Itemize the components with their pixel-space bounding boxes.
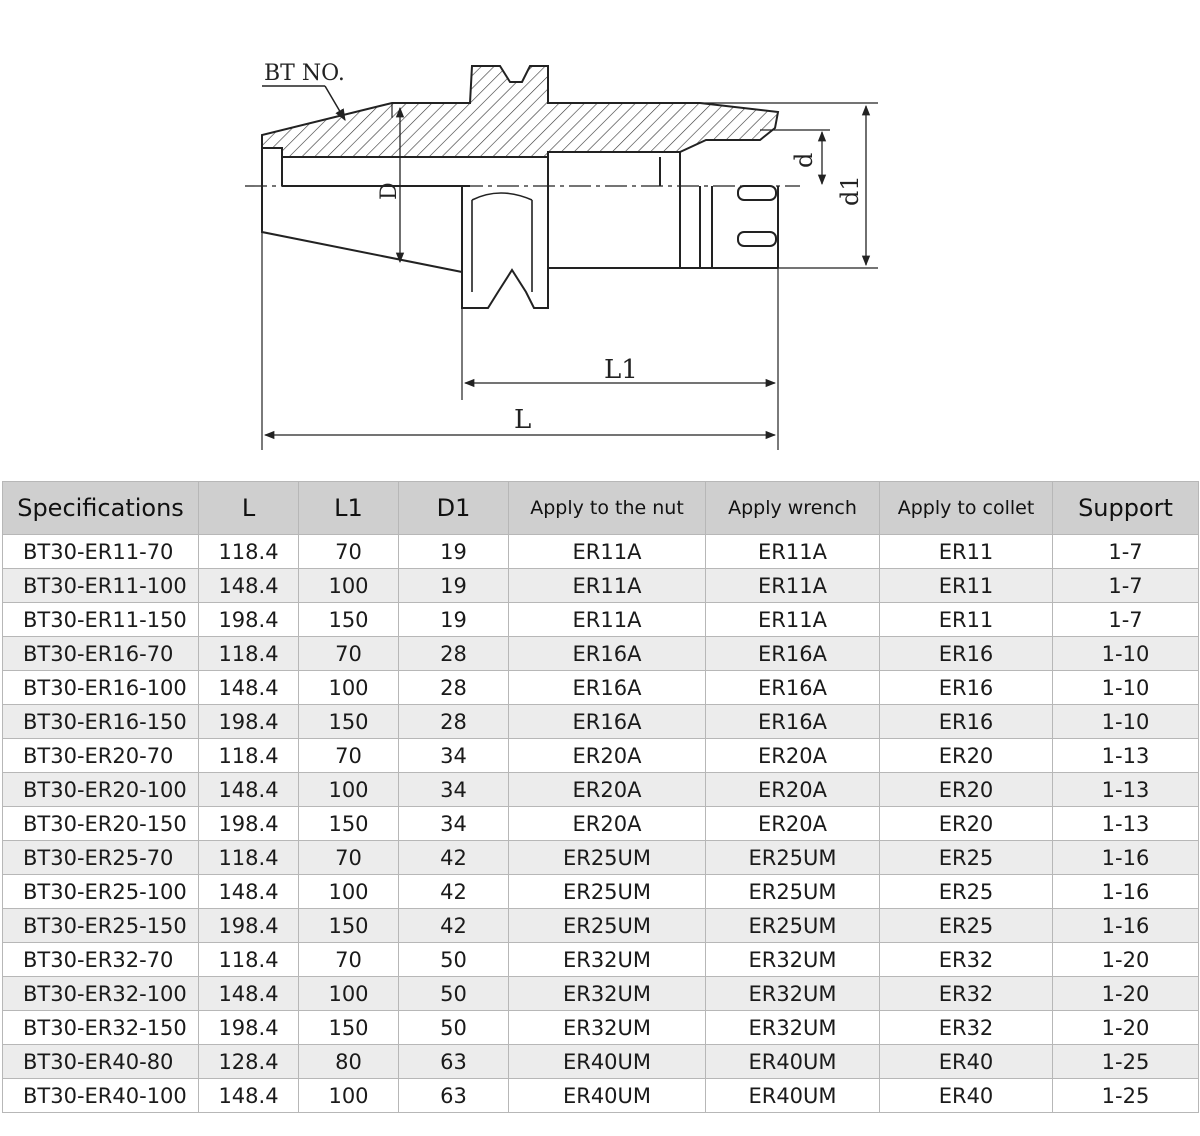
header-specifications: Specifications — [3, 482, 199, 535]
table-cell: BT30-ER20-70 — [3, 739, 199, 773]
table-cell: 34 — [399, 773, 509, 807]
table-cell: 1-25 — [1053, 1079, 1199, 1113]
table-cell: 150 — [299, 1011, 399, 1045]
table-cell: ER25UM — [509, 909, 706, 943]
table-cell: ER11A — [509, 603, 706, 637]
table-cell: ER16A — [706, 705, 880, 739]
table-cell: 118.4 — [199, 535, 299, 569]
d1-label: d1 — [836, 175, 864, 206]
table-cell: 128.4 — [199, 1045, 299, 1079]
table-cell: ER16A — [706, 637, 880, 671]
table-cell: ER40UM — [706, 1045, 880, 1079]
table-cell: 118.4 — [199, 943, 299, 977]
table-cell: BT30-ER11-70 — [3, 535, 199, 569]
table-cell: ER32 — [880, 1011, 1053, 1045]
table-cell: 198.4 — [199, 603, 299, 637]
table-cell: BT30-ER20-150 — [3, 807, 199, 841]
table-cell: 1-20 — [1053, 1011, 1199, 1045]
table-cell: ER40UM — [509, 1045, 706, 1079]
table-row — [3, 739, 1199, 773]
header-apply-collet: Apply to collet — [880, 482, 1053, 535]
table-cell: BT30-ER11-100 — [3, 569, 199, 603]
table-cell: ER32UM — [706, 977, 880, 1011]
header-l1: L1 — [299, 482, 399, 535]
table-cell: 118.4 — [199, 841, 299, 875]
table-cell: 34 — [399, 807, 509, 841]
table-cell: ER16A — [509, 705, 706, 739]
table-cell: ER40UM — [509, 1079, 706, 1113]
table-cell: 100 — [299, 773, 399, 807]
table-cell: 70 — [299, 535, 399, 569]
table-cell: BT30-ER25-70 — [3, 841, 199, 875]
table-cell: 1-16 — [1053, 875, 1199, 909]
bt-no-leader — [262, 86, 345, 120]
table-cell: ER11A — [509, 569, 706, 603]
table-cell: ER20A — [706, 807, 880, 841]
table-cell: 198.4 — [199, 909, 299, 943]
table-cell: ER25 — [880, 875, 1053, 909]
table-row — [3, 773, 1199, 807]
table-cell: 1-7 — [1053, 535, 1199, 569]
table-cell: 1-10 — [1053, 637, 1199, 671]
table-cell: ER20 — [880, 773, 1053, 807]
table-cell: 1-16 — [1053, 909, 1199, 943]
table-cell: 100 — [299, 875, 399, 909]
table-cell: 70 — [299, 943, 399, 977]
table-cell: BT30-ER16-100 — [3, 671, 199, 705]
table-cell: 70 — [299, 739, 399, 773]
table-cell: BT30-ER20-100 — [3, 773, 199, 807]
table-cell: ER20 — [880, 739, 1053, 773]
table-cell: 1-13 — [1053, 773, 1199, 807]
table-cell: ER11A — [706, 535, 880, 569]
table-cell: 148.4 — [199, 977, 299, 1011]
table-cell: 50 — [399, 1011, 509, 1045]
table-cell: 198.4 — [199, 705, 299, 739]
table-cell: BT30-ER32-70 — [3, 943, 199, 977]
d-lower-label: d — [790, 152, 818, 168]
table-row — [3, 1079, 1199, 1113]
table-cell: ER32UM — [509, 1011, 706, 1045]
table-cell: ER32 — [880, 977, 1053, 1011]
table-cell: BT30-ER32-150 — [3, 1011, 199, 1045]
table-cell: 198.4 — [199, 807, 299, 841]
table-cell: 50 — [399, 943, 509, 977]
table-row — [3, 909, 1199, 943]
table-cell: ER25 — [880, 841, 1053, 875]
table-cell: 150 — [299, 909, 399, 943]
table-row — [3, 637, 1199, 671]
table-cell: 1-13 — [1053, 739, 1199, 773]
table-cell: 42 — [399, 875, 509, 909]
table-cell: ER40 — [880, 1045, 1053, 1079]
table-cell: 100 — [299, 977, 399, 1011]
table-cell: 19 — [399, 535, 509, 569]
table-row — [3, 671, 1199, 705]
table-row — [3, 705, 1199, 739]
table-cell: 1-20 — [1053, 943, 1199, 977]
table-cell: BT30-ER11-150 — [3, 603, 199, 637]
table-cell: 1-10 — [1053, 671, 1199, 705]
table-cell: 118.4 — [199, 637, 299, 671]
table-cell: 34 — [399, 739, 509, 773]
table-cell: 1-7 — [1053, 569, 1199, 603]
table-cell: 28 — [399, 705, 509, 739]
table-cell: 28 — [399, 637, 509, 671]
table-cell: BT30-ER32-100 — [3, 977, 199, 1011]
table-cell: ER25UM — [706, 909, 880, 943]
table-cell: BT30-ER25-100 — [3, 875, 199, 909]
table-cell: ER11 — [880, 569, 1053, 603]
table-cell: 100 — [299, 671, 399, 705]
table-cell: 148.4 — [199, 875, 299, 909]
d-upper-label: D — [377, 182, 402, 200]
table-cell: 150 — [299, 603, 399, 637]
table-row — [3, 1045, 1199, 1079]
table-cell: ER40UM — [706, 1079, 880, 1113]
table-cell: ER32UM — [509, 943, 706, 977]
table-row — [3, 943, 1199, 977]
table-cell: ER20A — [706, 739, 880, 773]
table-cell: ER16A — [706, 671, 880, 705]
header-support: Support — [1053, 482, 1199, 535]
table-cell: BT30-ER40-80 — [3, 1045, 199, 1079]
shank-outline — [548, 152, 778, 268]
table-cell: ER16A — [509, 671, 706, 705]
table-cell: ER32UM — [509, 977, 706, 1011]
l1-label: L1 — [604, 355, 638, 385]
header-apply-nut: Apply to the nut — [509, 482, 706, 535]
table-cell: ER20 — [880, 807, 1053, 841]
table-row — [3, 875, 1199, 909]
table-cell: ER25UM — [706, 875, 880, 909]
tool-holder-drawing — [0, 0, 1200, 470]
table-row — [3, 569, 1199, 603]
table-row — [3, 603, 1199, 637]
table-cell: 148.4 — [199, 1079, 299, 1113]
table-cell: 28 — [399, 671, 509, 705]
table-cell: ER11A — [706, 603, 880, 637]
l-label: L — [514, 405, 532, 435]
table-cell: ER20A — [706, 773, 880, 807]
table-cell: 1-25 — [1053, 1045, 1199, 1079]
table-cell: 70 — [299, 637, 399, 671]
table-cell: ER32UM — [706, 943, 880, 977]
table-cell: 1-16 — [1053, 841, 1199, 875]
table-cell: 19 — [399, 569, 509, 603]
table-cell: ER32UM — [706, 1011, 880, 1045]
table-cell: ER20A — [509, 807, 706, 841]
table-cell: BT30-ER40-100 — [3, 1079, 199, 1113]
table-cell: 70 — [299, 841, 399, 875]
table-cell: 42 — [399, 909, 509, 943]
table-cell: 148.4 — [199, 773, 299, 807]
table-cell: ER11 — [880, 603, 1053, 637]
table-cell: 100 — [299, 1079, 399, 1113]
specification-table — [2, 481, 1199, 1113]
table-row — [3, 1011, 1199, 1045]
table-cell: ER11A — [706, 569, 880, 603]
table-cell: 63 — [399, 1079, 509, 1113]
table-cell: ER25UM — [509, 841, 706, 875]
flange-outline — [462, 186, 548, 308]
table-cell: ER16 — [880, 671, 1053, 705]
table-cell: 198.4 — [199, 1011, 299, 1045]
flange-groove — [472, 193, 532, 292]
table-row — [3, 535, 1199, 569]
table-cell: ER16A — [509, 637, 706, 671]
table-cell: 100 — [299, 569, 399, 603]
table-cell: 63 — [399, 1045, 509, 1079]
table-cell: 1-7 — [1053, 603, 1199, 637]
table-cell: 150 — [299, 807, 399, 841]
table-cell: ER40 — [880, 1079, 1053, 1113]
table-cell: ER25UM — [509, 875, 706, 909]
header-d1: D1 — [399, 482, 509, 535]
table-cell: 1-10 — [1053, 705, 1199, 739]
table-cell: ER16 — [880, 637, 1053, 671]
table-cell: ER32 — [880, 943, 1053, 977]
table-cell: 118.4 — [199, 739, 299, 773]
table-cell: 50 — [399, 977, 509, 1011]
table-cell: 150 — [299, 705, 399, 739]
table-cell: ER20A — [509, 773, 706, 807]
table-row — [3, 807, 1199, 841]
table-cell: 148.4 — [199, 569, 299, 603]
table-cell: 1-13 — [1053, 807, 1199, 841]
table-row — [3, 977, 1199, 1011]
table-header-row — [3, 482, 1199, 535]
table-row — [3, 841, 1199, 875]
table-cell: 19 — [399, 603, 509, 637]
table-cell: 80 — [299, 1045, 399, 1079]
table-cell: ER20A — [509, 739, 706, 773]
table-cell: ER25UM — [706, 841, 880, 875]
bore-lines — [282, 157, 660, 186]
table-cell: ER16 — [880, 705, 1053, 739]
bt-no-label: BT NO. — [264, 61, 345, 86]
table-cell: 1-20 — [1053, 977, 1199, 1011]
table-cell: 148.4 — [199, 671, 299, 705]
table-cell: BT30-ER16-150 — [3, 705, 199, 739]
table-body — [3, 535, 1199, 1113]
table-cell: ER25 — [880, 909, 1053, 943]
table-cell: BT30-ER25-150 — [3, 909, 199, 943]
table-cell: BT30-ER16-70 — [3, 637, 199, 671]
table-cell: 42 — [399, 841, 509, 875]
table-cell: ER11A — [509, 535, 706, 569]
header-l: L — [199, 482, 299, 535]
header-apply-wrench: Apply wrench — [706, 482, 880, 535]
table-cell: ER11 — [880, 535, 1053, 569]
